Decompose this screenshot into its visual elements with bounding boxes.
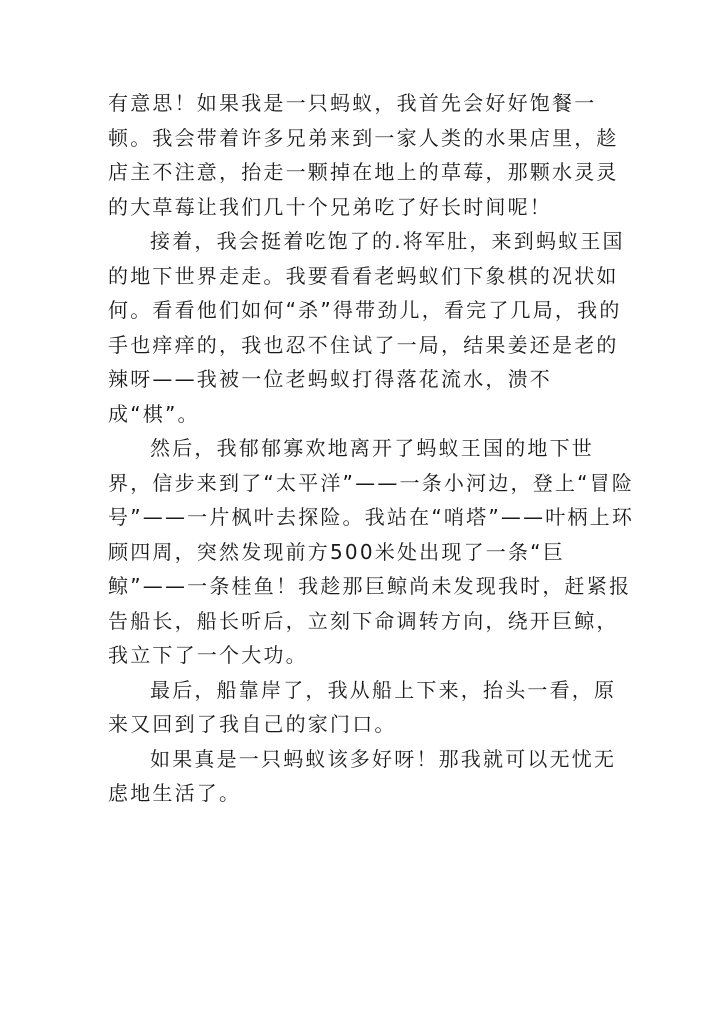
paragraph-3: 然后，我郁郁寡欢地离开了蚂蚁王国的地下世界，信步来到了“太平洋”——一条小河边，登上“冒险号”——一片枫叶去探险。我站在“哨塔”——叶柄上环顾四周，突然发现前方500米处出现了一条“巨鲸”——一条桂鱼！我趁那巨鲸尚未发现我时，赶紧报告船长，船长听后，立刻下命调转方向，绕开巨鲸，我立下了一个大功。 (108, 436, 635, 667)
paragraph-1: 有意思！如果我是一只蚂蚁，我首先会好好饱餐一顿。我会带着许多兄弟来到一家人类的水果店里，趁店主不注意，抬走一颗掉在地上的草莓，那颗水灵灵的大草莓让我们几十个兄弟吃了好长时间呢！ (108, 91, 619, 219)
paragraph-4: 最后，船靠岸了，我从船上下来，抬头一看，原来又回到了我自己的家门口。 (108, 677, 617, 736)
paragraph-2: 接着，我会挺着吃饱了的.将军肚，来到蚂蚁王国的地下世界走走。我要看看老蚂蚁们下象棋的况状如何。看看他们如何“杀”得带劲儿，看完了几局，我的手也痒痒的，我也忍不住试了一局，结果姜还是老的辣呀——我被一位老蚂蚁打得落花流水，溃不成“棋”。 (108, 229, 625, 426)
paragraph-5: 如果真是一只蚂蚁该多好呀！那我就可以无忧无虑地生活了。 (108, 746, 617, 805)
essay-body (108, 86, 638, 811)
